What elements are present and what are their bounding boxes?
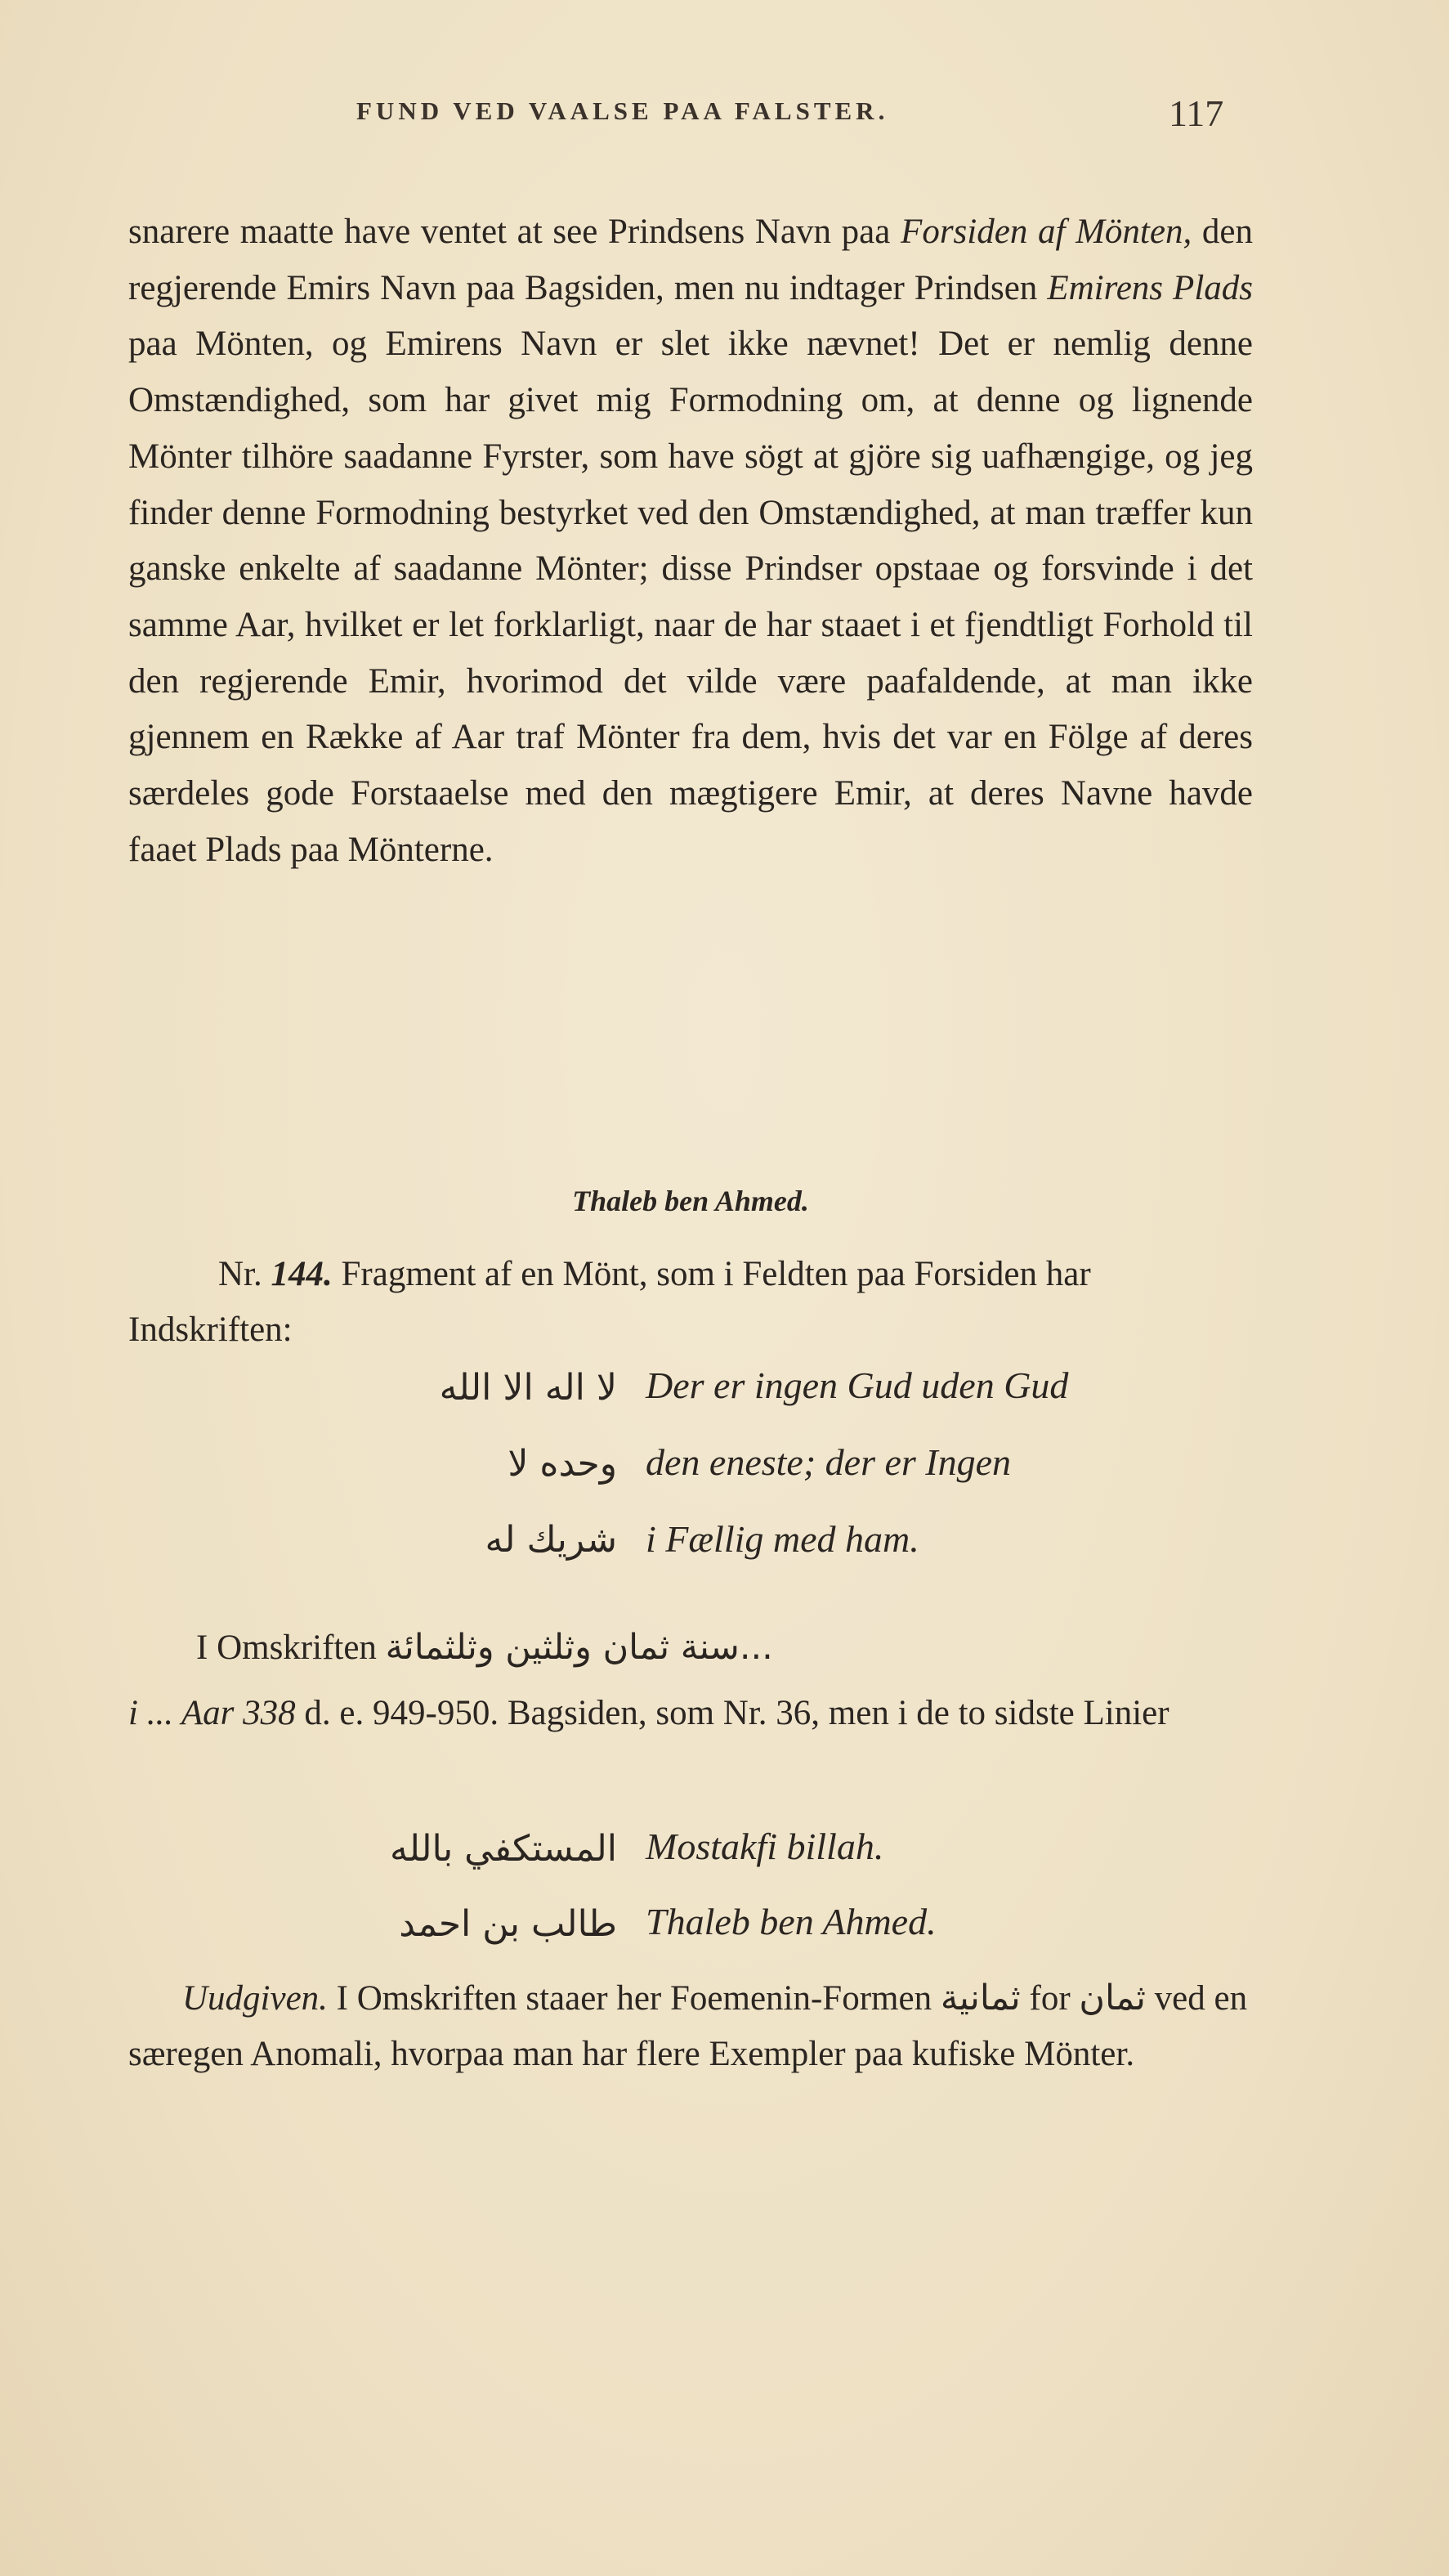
closing-paragraph xyxy=(128,1970,1253,2082)
reverse-arabic-1: المستكفي بالله xyxy=(389,1828,617,1870)
closing-part-1: I Omskriften staaer her Foemenin-Formen xyxy=(327,1979,941,2018)
running-title: FUND VED VAALSE PAA FALSTER. xyxy=(356,96,889,125)
reverse-translation-1: Mostakfi billah. xyxy=(646,1826,884,1867)
reverse-translation-2: Thaleb ben Ahmed. xyxy=(646,1901,937,1942)
obverse-arabic-3: شريك له xyxy=(485,1519,617,1561)
paragraph-1-italic-2: Emirens Plads xyxy=(1047,268,1254,307)
page-number: 117 xyxy=(1169,92,1224,134)
closing-arabic-1: ثمانية xyxy=(940,1978,1021,2018)
section-heading: Thaleb ben Ahmed. xyxy=(572,1185,809,1217)
closing-text xyxy=(128,1970,1253,2082)
paragraph-1-part-1: snarere maatte have ventet at see Prindsens Navn paa xyxy=(128,213,901,251)
obverse-translation-3: i Fællig med ham. xyxy=(646,1518,919,1560)
closing-part-2: for xyxy=(1020,1979,1080,2018)
nr-value: 144. xyxy=(271,1255,333,1293)
obverse-translation-2: den eneste; der er Ingen xyxy=(646,1441,1012,1483)
reverse-arabic-2: طالب بن احمد xyxy=(399,1903,617,1945)
closing-italic: Uudgiven. xyxy=(182,1979,328,2018)
nr-label: Nr. xyxy=(218,1255,262,1293)
margin-label: I Omskriften xyxy=(196,1628,377,1667)
entry-intro xyxy=(128,1247,1253,1358)
margin-inscription xyxy=(196,1627,1259,1668)
obverse-translation-1: Der er ingen Gud uden Gud xyxy=(646,1364,1069,1406)
paragraph-1-part-2: den regjerende Emirs Navn paa Bagsiden, men nu indtager Prindsen xyxy=(128,213,1253,307)
paragraph-1 xyxy=(128,204,1253,878)
obverse-arabic-1: لا اله الا الله xyxy=(439,1367,617,1409)
margin-continuation xyxy=(128,1686,1253,1741)
closing-arabic-2: ثمان xyxy=(1079,1978,1146,2018)
closing-part-3: ved en særegen Anomali, hvorpaa man har flere Exempler paa kufiske Mönter. xyxy=(128,1979,1248,2073)
paragraph-1-italic-1: Forsiden af Mönten, xyxy=(901,213,1192,251)
margin-arabic: ...سنة ثمان وثلثين وثلثمائة xyxy=(385,1627,773,1668)
entry-intro-text xyxy=(128,1247,1253,1358)
paragraph-main xyxy=(128,204,1253,878)
obverse-arabic-2: وحده لا xyxy=(508,1443,617,1485)
paragraph-1-part-3: paa Mönten, og Emirens Navn er slet ikke nævnet! Det er nemlig denne Omstændighed, som har givet mig Formodning om, at denne og lignende Mönter tilhöre saadanne Fyrster, som have sögt at gjöre sig uafhængige, og jeg finder denne Formodning bestyrket ved den Omstændighed, at man træffer kun ganske enkelte af saadanne Mönter; disse Prindser opstaae og forsvinde i det samme Aar, hvilket er let forklarligt, naar de har staaet i et fjendtligt Forhold til den regjerende Emir, hvorimod det vilde være paafaldende, at man ikke gjennem en Række af Aar traf Mönter fra dem, hvis det var en Fölge af deres særdeles gode Forstaaelse med den mægtigere Emir, at deres Navne havde faaet Plads paa Mönterne. xyxy=(128,325,1253,869)
margin-year-italic: i ... Aar 338 xyxy=(128,1694,296,1732)
entry-intro-body: Fragment af en Mönt, som i Feldten paa Forsiden har Indskriften: xyxy=(128,1255,1091,1349)
margin-continuation-text xyxy=(128,1686,1253,1741)
margin-rest: d. e. 949-950. Bagsiden, som Nr. 36, men i de to sidste Linier xyxy=(295,1694,1169,1732)
